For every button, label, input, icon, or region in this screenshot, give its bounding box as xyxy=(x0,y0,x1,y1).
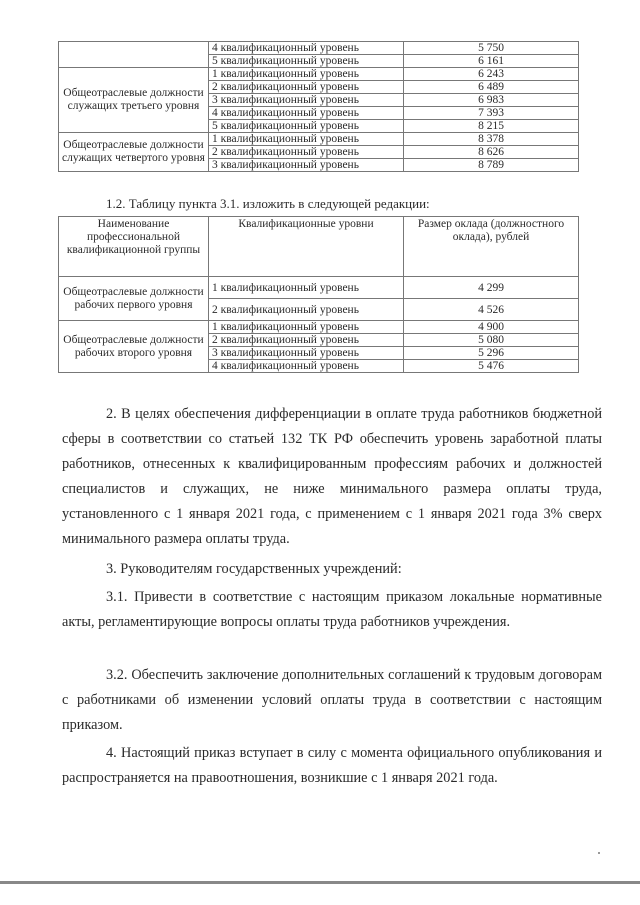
level-cell: 1 квалификационный уровень xyxy=(209,321,404,334)
level-cell: 2 квалификационный уровень xyxy=(209,146,404,159)
bottom-scan-edge xyxy=(0,881,640,884)
salary-cell: 6 489 xyxy=(404,81,579,94)
level-cell: 2 квалификационный уровень xyxy=(209,81,404,94)
level-cell: 3 квалификационный уровень xyxy=(209,94,404,107)
level-cell: 2 квалификационный уровень xyxy=(209,334,404,347)
level-cell: 4 квалификационный уровень xyxy=(209,42,404,55)
header-group-name: Наименование профессиональной квалификационной группы xyxy=(59,217,209,277)
paragraph-4-text: 4. Настоящий приказ вступает в силу с момента официального опубликования и распространяется на правоотношения, возникшие с 1 января 2021 года. xyxy=(62,745,602,786)
header-salary: Размер оклада (должностного оклада), рублей xyxy=(404,217,579,277)
salary-cell: 5 750 xyxy=(404,42,579,55)
table-row xyxy=(59,277,579,299)
header-levels: Квалификационные уровни xyxy=(209,217,404,277)
paragraph-3-2-text: 3.2. Обеспечить заключение дополнительных соглашений к трудовым договорам с работниками об изменении условий оплаты труда в соответствии с настоящим приказом. xyxy=(62,667,602,733)
salary-cell: 8 378 xyxy=(404,133,579,146)
paragraph-3-2 xyxy=(62,663,602,738)
level-cell: 4 квалификационный уровень xyxy=(209,107,404,120)
level-cell: 4 квалификационный уровень xyxy=(209,360,404,373)
salary-cell: 5 080 xyxy=(404,334,579,347)
group-name-cell: Общеотраслевые должности рабочих первого уровня xyxy=(59,277,209,321)
table-row xyxy=(59,321,579,334)
paragraph-3 xyxy=(62,557,602,582)
paragraph-3-text: 3. Руководителям государственных учреждений: xyxy=(106,561,402,577)
table-row xyxy=(59,133,579,146)
group-name-cell: Общеотраслевые должности служащих четвертого уровня xyxy=(59,133,209,172)
salary-cell: 6 243 xyxy=(404,68,579,81)
level-cell: 1 квалификационный уровень xyxy=(209,277,404,299)
level-cell: 3 квалификационный уровень xyxy=(209,159,404,172)
salary-cell: 4 900 xyxy=(404,321,579,334)
table-row xyxy=(59,68,579,81)
salary-cell: 8 626 xyxy=(404,146,579,159)
level-cell: 1 квалификационный уровень xyxy=(209,68,404,81)
level-cell: 3 квалификационный уровень xyxy=(209,347,404,360)
salary-cell: 4 299 xyxy=(404,277,579,299)
salary-cell: 8 789 xyxy=(404,159,579,172)
salary-cell: 5 476 xyxy=(404,360,579,373)
table-header-row xyxy=(59,217,579,277)
salary-table-continued xyxy=(58,41,579,172)
paragraph-2 xyxy=(62,402,602,552)
group-cell-continued xyxy=(59,42,209,68)
level-cell: 1 квалификационный уровень xyxy=(209,133,404,146)
group-name-cell: Общеотраслевые должности служащих третьего уровня xyxy=(59,68,209,133)
salary-cell: 7 393 xyxy=(404,107,579,120)
scan-speck xyxy=(598,852,600,854)
salary-cell: 6 983 xyxy=(404,94,579,107)
level-cell: 2 квалификационный уровень xyxy=(209,299,404,321)
paragraph-2-text: 2. В целях обеспечения дифференциации в оплате труда работников бюджетной сферы в соответствии со статьей 132 ТК РФ обеспечить уровень заработной платы работников, отнесенных к квалифицированным профессиям рабочих и должностей специалистов и служащих, не ниже минимального размера оплаты труда, установленного с 1 января 2021 года, с применением с 1 января 2021 года 3% сверх минимального размера оплаты труда. xyxy=(62,406,602,547)
level-cell: 5 квалификационный уровень xyxy=(209,55,404,68)
group-name-cell: Общеотраслевые должности рабочих второго уровня xyxy=(59,321,209,373)
paragraph-3-1-text: 3.1. Привести в соответствие с настоящим приказом локальные нормативные акты, регламентирующие вопросы оплаты труда работников учреждения. xyxy=(62,589,602,630)
salary-table-workers xyxy=(58,216,579,373)
salary-cell: 8 215 xyxy=(404,120,579,133)
paragraph-4 xyxy=(62,741,602,791)
salary-cell: 4 526 xyxy=(404,299,579,321)
salary-cell: 6 161 xyxy=(404,55,579,68)
level-cell: 5 квалификационный уровень xyxy=(209,120,404,133)
table-caption: 1.2. Таблицу пункта 3.1. изложить в следующей редакции: xyxy=(106,196,430,211)
table-row xyxy=(59,42,579,55)
paragraph-3-1 xyxy=(62,585,602,635)
salary-cell: 5 296 xyxy=(404,347,579,360)
